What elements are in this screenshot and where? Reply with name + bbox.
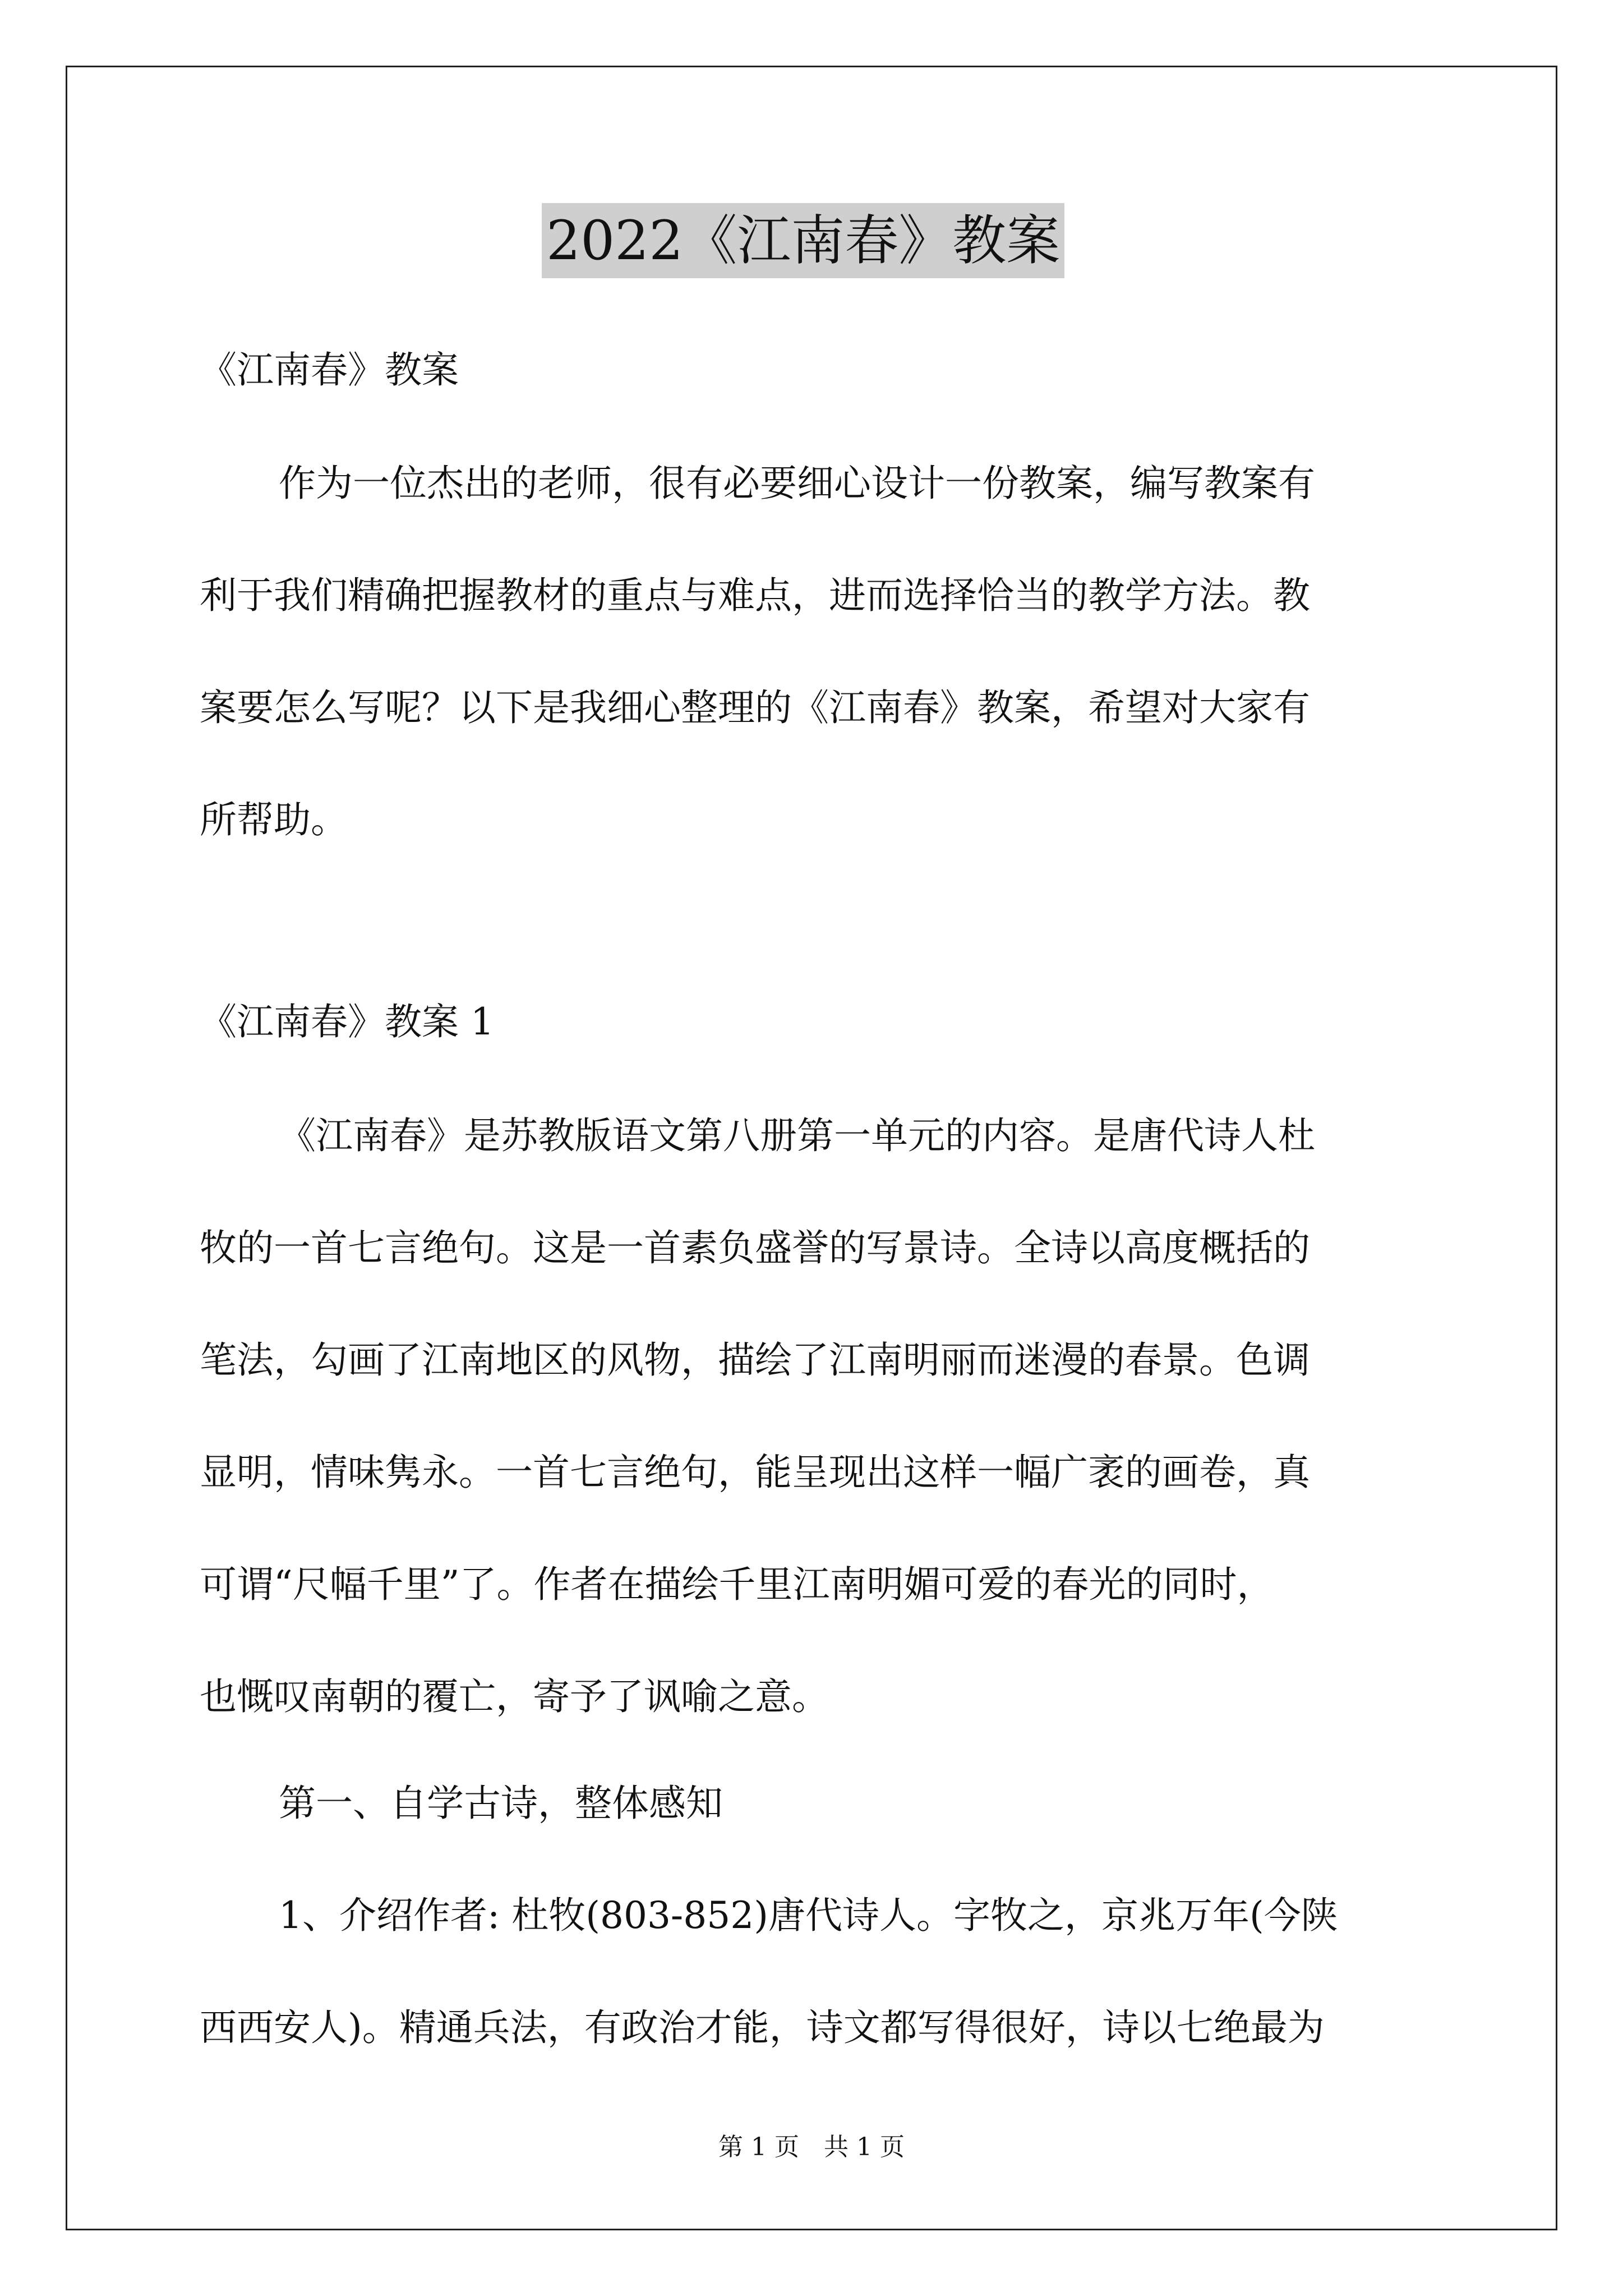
section-line-3: 笔法，勾画了江南地区的风物，描绘了江南明丽而迷漫的春景。色调 bbox=[200, 1338, 1310, 1382]
intro-line-1: 作为一位杰出的老师，很有必要细心设计一份教案，编写教案有 bbox=[279, 462, 1315, 505]
section-line-2: 牧的一首七言绝句。这是一首素负盛誉的写景诗。全诗以高度概括的 bbox=[200, 1226, 1310, 1269]
document-subtitle: 《江南春》教案 bbox=[200, 348, 459, 392]
step-heading: 第一、自学古诗，整体感知 bbox=[279, 1782, 723, 1825]
intro-line-4: 所帮助。 bbox=[200, 798, 348, 841]
section-line-1: 《江南春》是苏教版语文第八册第一单元的内容。是唐代诗人杜 bbox=[279, 1114, 1315, 1157]
intro-line-3: 案要怎么写呢？以下是我细心整理的《江南春》教案，希望对大家有 bbox=[200, 686, 1310, 729]
step-line-1: 1、介绍作者: 杜牧(803-852)唐代诗人。字牧之，京兆万年(今陕 bbox=[279, 1894, 1338, 1937]
document-title: 2022《江南春》教案 bbox=[542, 203, 1064, 278]
intro-line-2: 利于我们精确把握教材的重点与难点，进而选择恰当的教学方法。教 bbox=[200, 574, 1310, 617]
section-line-5: 可谓“尺幅千里”了。作者在描绘千里江南明媚可爱的春光的同时， bbox=[200, 1563, 1274, 1606]
section-heading: 《江南春》教案 1 bbox=[200, 1000, 494, 1043]
page-number: 第 1 页 共 1 页 bbox=[718, 2133, 905, 2161]
section-line-6: 也慨叹南朝的覆亡，寄予了讽喻之意。 bbox=[200, 1675, 829, 1718]
step-line-2: 西西安人)。精通兵法，有政治才能，诗文都写得很好，诗以七绝最为 bbox=[200, 2006, 1325, 2049]
section-line-4: 显明，情味隽永。一首七言绝句，能呈现出这样一幅广袤的画卷，真 bbox=[200, 1451, 1310, 1494]
